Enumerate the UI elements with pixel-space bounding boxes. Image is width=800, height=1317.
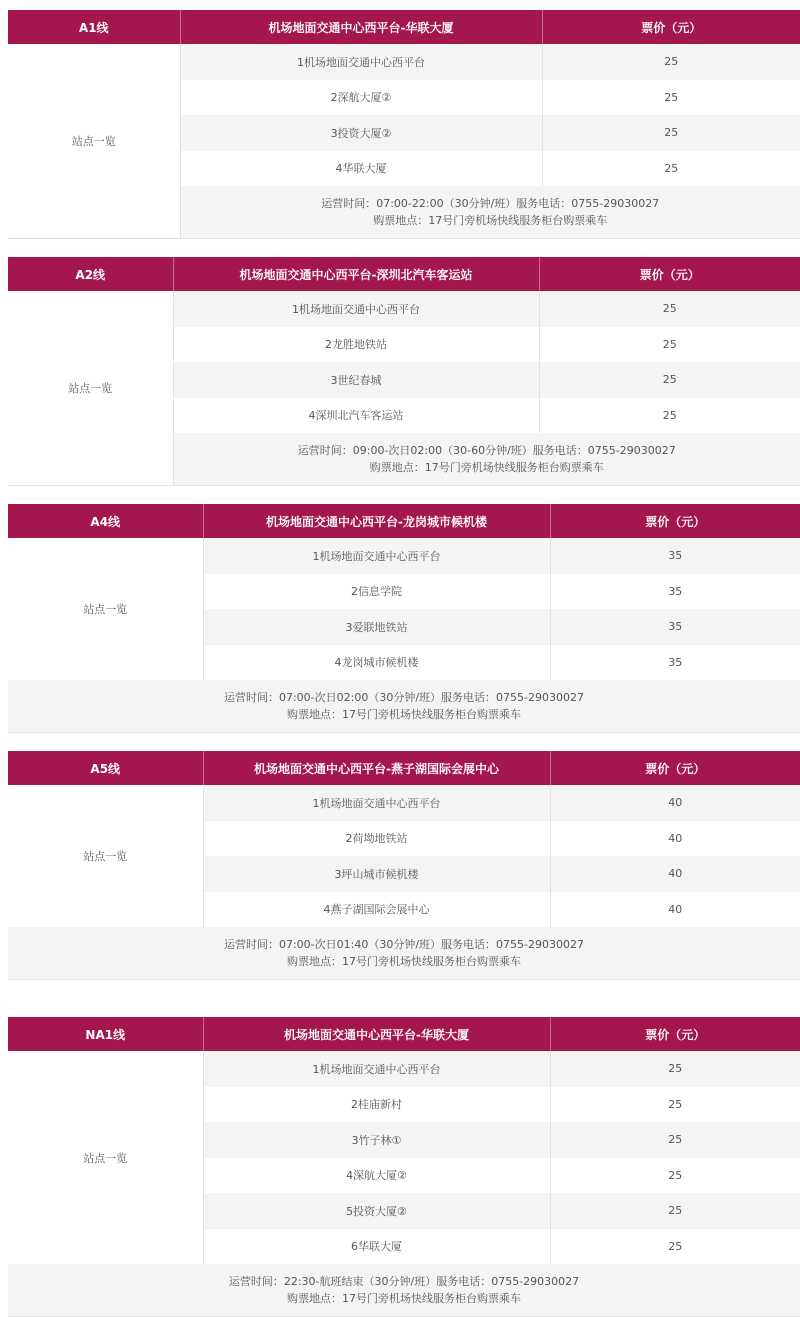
operating-hours: 运营时间：22:30-航班结束（30分钟/班）服务电话：0755-29030027 xyxy=(8,1273,800,1290)
stop-name: 4深圳北汽车客运站 xyxy=(173,398,539,434)
stops-overview-label: 站点一览 xyxy=(8,291,173,485)
fare-header: 票价（元） xyxy=(542,10,800,44)
fare-header: 票价（元） xyxy=(550,504,800,538)
stop-row xyxy=(8,785,800,821)
stop-name: 1机场地面交通中心西平台 xyxy=(203,785,550,821)
stop-fare: 25 xyxy=(550,1229,800,1265)
route-table xyxy=(8,504,800,733)
stops-overview-label: 站点一览 xyxy=(8,785,203,927)
stop-name: 2荷坳地铁站 xyxy=(203,821,550,857)
fare-header: 票价（元） xyxy=(550,751,800,785)
header-row xyxy=(8,751,800,785)
stop-name: 6华联大厦 xyxy=(203,1229,550,1265)
info-row xyxy=(8,1264,800,1316)
route-timetable xyxy=(8,751,800,979)
stop-fare: 35 xyxy=(550,538,800,574)
route-name: NA1线 xyxy=(8,1017,203,1051)
stop-fare: 35 xyxy=(550,574,800,610)
route-title: 机场地面交通中心西平台-龙岗城市候机楼 xyxy=(203,504,550,538)
stop-fare: 25 xyxy=(542,80,800,116)
stop-fare: 25 xyxy=(542,151,800,187)
stop-fare: 40 xyxy=(550,856,800,892)
service-info xyxy=(173,433,800,485)
stop-fare: 35 xyxy=(550,645,800,681)
stop-name: 2信息学院 xyxy=(203,574,550,610)
stop-fare: 25 xyxy=(542,44,800,80)
stop-fare: 25 xyxy=(542,115,800,151)
ticket-location: 购票地点：17号门旁机场快线服务柜台购票乘车 xyxy=(8,1290,800,1307)
stop-fare: 25 xyxy=(539,291,800,327)
stop-name: 2龙胜地铁站 xyxy=(173,327,539,363)
fare-header: 票价（元） xyxy=(539,257,800,291)
service-info xyxy=(8,1264,800,1316)
route-title: 机场地面交通中心西平台-深圳北汽车客运站 xyxy=(173,257,539,291)
stop-fare: 25 xyxy=(539,362,800,398)
route-title: 机场地面交通中心西平台-华联大厦 xyxy=(180,10,542,44)
stops-overview-label: 站点一览 xyxy=(8,44,180,238)
route-title: 机场地面交通中心西平台-燕子湖国际会展中心 xyxy=(203,751,550,785)
ticket-location: 购票地点：17号门旁机场快线服务柜台购票乘车 xyxy=(174,459,800,476)
table-divider xyxy=(8,485,800,486)
stop-row xyxy=(8,291,800,327)
stop-fare: 40 xyxy=(550,821,800,857)
table-divider xyxy=(8,238,800,239)
service-info xyxy=(8,927,800,979)
route-timetable xyxy=(8,504,800,732)
ticket-location: 购票地点：17号门旁机场快线服务柜台购票乘车 xyxy=(8,706,800,723)
stop-name: 3爱联地铁站 xyxy=(203,609,550,645)
stop-name: 2深航大厦② xyxy=(180,80,542,116)
stop-name: 3投资大厦② xyxy=(180,115,542,151)
stops-overview-label: 站点一览 xyxy=(8,1051,203,1264)
operating-hours: 运营时间：07:00-次日01:40（30分钟/班）服务电话：0755-29030027 xyxy=(8,936,800,953)
ticket-location: 购票地点：17号门旁机场快线服务柜台购票乘车 xyxy=(181,212,800,229)
stop-name: 2桂庙新村 xyxy=(203,1087,550,1123)
stop-fare: 25 xyxy=(539,398,800,434)
stop-fare: 25 xyxy=(550,1087,800,1123)
route-table xyxy=(8,1017,800,1317)
fare-header: 票价（元） xyxy=(550,1017,800,1051)
stop-row xyxy=(8,538,800,574)
stop-fare: 25 xyxy=(550,1158,800,1194)
stop-fare: 25 xyxy=(550,1193,800,1229)
operating-hours: 运营时间：07:00-次日02:00（30分钟/班）服务电话：0755-29030027 xyxy=(8,689,800,706)
stops-overview-label: 站点一览 xyxy=(8,538,203,680)
route-table xyxy=(8,751,800,980)
route-title: 机场地面交通中心西平台-华联大厦 xyxy=(203,1017,550,1051)
stop-fare: 25 xyxy=(550,1051,800,1087)
stop-fare: 25 xyxy=(539,327,800,363)
operating-hours: 运营时间：07:00-22:00（30分钟/班）服务电话：0755-29030027 xyxy=(181,195,800,212)
header-row xyxy=(8,504,800,538)
route-timetable xyxy=(8,257,800,485)
stop-row xyxy=(8,1051,800,1087)
stop-row xyxy=(8,44,800,80)
stop-name: 1机场地面交通中心西平台 xyxy=(203,538,550,574)
stop-name: 4龙岗城市候机楼 xyxy=(203,645,550,681)
service-info xyxy=(8,680,800,732)
stop-name: 3竹子林① xyxy=(203,1122,550,1158)
route-timetable xyxy=(8,1017,800,1316)
stop-name: 4深航大厦② xyxy=(203,1158,550,1194)
service-info xyxy=(180,186,800,238)
stop-name: 3坪山城市候机楼 xyxy=(203,856,550,892)
table-divider xyxy=(8,732,800,733)
info-row xyxy=(8,927,800,979)
stop-name: 1机场地面交通中心西平台 xyxy=(180,44,542,80)
table-divider xyxy=(8,979,800,980)
operating-hours: 运营时间：09:00-次日02:00（30-60分钟/班）服务电话：0755-29030027 xyxy=(174,442,800,459)
info-row xyxy=(8,680,800,732)
stop-fare: 25 xyxy=(550,1122,800,1158)
ticket-location: 购票地点：17号门旁机场快线服务柜台购票乘车 xyxy=(8,953,800,970)
stop-name: 1机场地面交通中心西平台 xyxy=(203,1051,550,1087)
route-table xyxy=(8,10,800,239)
route-name: A1线 xyxy=(8,10,180,44)
stop-fare: 40 xyxy=(550,892,800,928)
stop-name: 5投资大厦② xyxy=(203,1193,550,1229)
stop-fare: 40 xyxy=(550,785,800,821)
route-name: A4线 xyxy=(8,504,203,538)
header-row xyxy=(8,1017,800,1051)
stop-name: 4华联大厦 xyxy=(180,151,542,187)
route-name: A5线 xyxy=(8,751,203,785)
stop-name: 3世纪春城 xyxy=(173,362,539,398)
header-row xyxy=(8,10,800,44)
header-row xyxy=(8,257,800,291)
route-table xyxy=(8,257,800,486)
route-timetable xyxy=(8,10,800,238)
route-name: A2线 xyxy=(8,257,173,291)
stop-name: 4燕子湖国际会展中心 xyxy=(203,892,550,928)
stop-name: 1机场地面交通中心西平台 xyxy=(173,291,539,327)
stop-fare: 35 xyxy=(550,609,800,645)
